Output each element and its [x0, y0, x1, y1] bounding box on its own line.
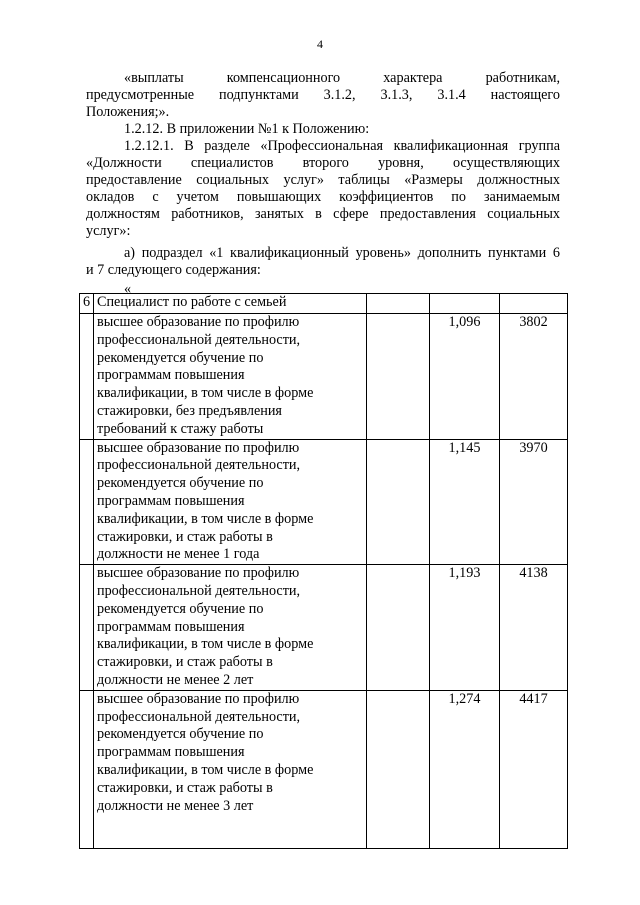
qualification-line: стажировки, без предъявления [97, 402, 282, 419]
table-row [80, 690, 568, 848]
empty-cell [500, 294, 568, 314]
qualification-line: рекомендуется обучение по [97, 349, 264, 366]
qualification-cell [94, 690, 367, 848]
qualification-cell [94, 439, 367, 565]
qualification-line: высшее образование по профилю [97, 690, 300, 707]
row-number: 6 [80, 294, 94, 314]
qualification-line: программам повышения [97, 618, 245, 635]
text-line: услуг»: [86, 223, 131, 239]
text-line: «выплаты компенсационного характера работникам, [124, 70, 560, 86]
empty-cell [367, 565, 430, 691]
text-line: 1.2.12.1. В разделе «Профессиональная квалификационная группа [124, 138, 560, 154]
salary-cell: 3802 [500, 314, 568, 440]
empty-cell [367, 314, 430, 440]
empty-cell [80, 314, 94, 440]
qualification-line: программам повышения [97, 367, 245, 384]
table-row [80, 565, 568, 691]
qualification-line: стажировки, и стаж работы в [97, 528, 273, 545]
qualification-line: программам повышения [97, 744, 245, 761]
qualification-line: профессиональной деятельности, [97, 582, 301, 599]
qualification-line: стажировки, и стаж работы в [97, 779, 273, 796]
text-line: предусмотренные подпунктами 3.1.2, 3.1.3, 3.1.4 настоящего [86, 87, 560, 103]
page-number: 4 [317, 37, 323, 51]
salary-cell: 3970 [500, 439, 568, 565]
text-line: окладов с учетом повышающих коэффициентов по занимаемым [86, 189, 560, 205]
empty-cell [80, 690, 94, 848]
qualification-line: высшее образование по профилю [97, 439, 300, 456]
qualification-line: требований к стажу работы [97, 420, 264, 437]
text-line: и 7 следующего содержания: [86, 262, 261, 278]
qualification-line: профессиональной деятельности, [97, 457, 301, 474]
qualification-line: стажировки, и стаж работы в [97, 654, 273, 671]
qualification-line: должности не менее 2 лет [97, 671, 254, 688]
table-header-row [80, 294, 568, 314]
qualification-line: высшее образование по профилю [97, 314, 300, 330]
salary-cell: 4417 [500, 690, 568, 848]
qualification-line: рекомендуется обучение по [97, 475, 264, 492]
paragraph-compensation [86, 70, 560, 121]
paragraph-subsection [86, 245, 560, 279]
paragraph-appendix [86, 121, 560, 138]
qualification-line: квалификации, в том числе в форме [97, 636, 314, 653]
empty-cell [80, 565, 94, 691]
text-line: 1.2.12. В приложении №1 к Положению: [124, 121, 370, 137]
empty-cell [367, 294, 430, 314]
qualification-line: должности не менее 1 года [97, 546, 260, 563]
empty-cell [80, 439, 94, 565]
qualification-line: квалификации, в том числе в форме [97, 385, 314, 402]
qualification-line: профессиональной деятельности, [97, 331, 301, 348]
text-line: Положения;». [86, 104, 170, 120]
empty-cell [367, 690, 430, 848]
coefficient-cell: 1,145 [430, 439, 500, 565]
qualification-line: программам повышения [97, 492, 245, 509]
coefficient-cell: 1,274 [430, 690, 500, 848]
salary-cell: 4138 [500, 565, 568, 691]
position-title: Специалист по работе с семьей [94, 294, 367, 314]
qualification-line: квалификации, в том числе в форме [97, 761, 314, 778]
salary-table [79, 293, 568, 849]
qualification-line: высшее образование по профилю [97, 565, 300, 582]
qualification-cell [94, 565, 367, 691]
qualification-line: рекомендуется обучение по [97, 600, 264, 617]
text-line: а) подраздел «1 квалификационный уровень» дополнить пунктами 6 [124, 245, 560, 261]
paragraph-section [86, 138, 560, 240]
qualification-cell [94, 314, 367, 440]
empty-cell [430, 294, 500, 314]
qualification-line: профессиональной деятельности, [97, 708, 301, 725]
qualification-line: рекомендуется обучение по [97, 726, 264, 743]
coefficient-cell: 1,193 [430, 565, 500, 691]
table-row [80, 439, 568, 565]
text-line: «Должности специалистов второго уровня, осуществляющих [86, 155, 560, 171]
table-row [80, 314, 568, 440]
text-line: предоставление социальных услуг» таблицы «Размеры должностных [86, 172, 560, 188]
qualification-line: квалификации, в том числе в форме [97, 510, 314, 527]
text-line: должностям работников, занятых в сфере предоставления социальных [86, 206, 560, 222]
coefficient-cell: 1,096 [430, 314, 500, 440]
empty-cell [367, 439, 430, 565]
qualification-line: должности не менее 3 лет [97, 797, 254, 814]
opening-quote: « [124, 281, 132, 297]
